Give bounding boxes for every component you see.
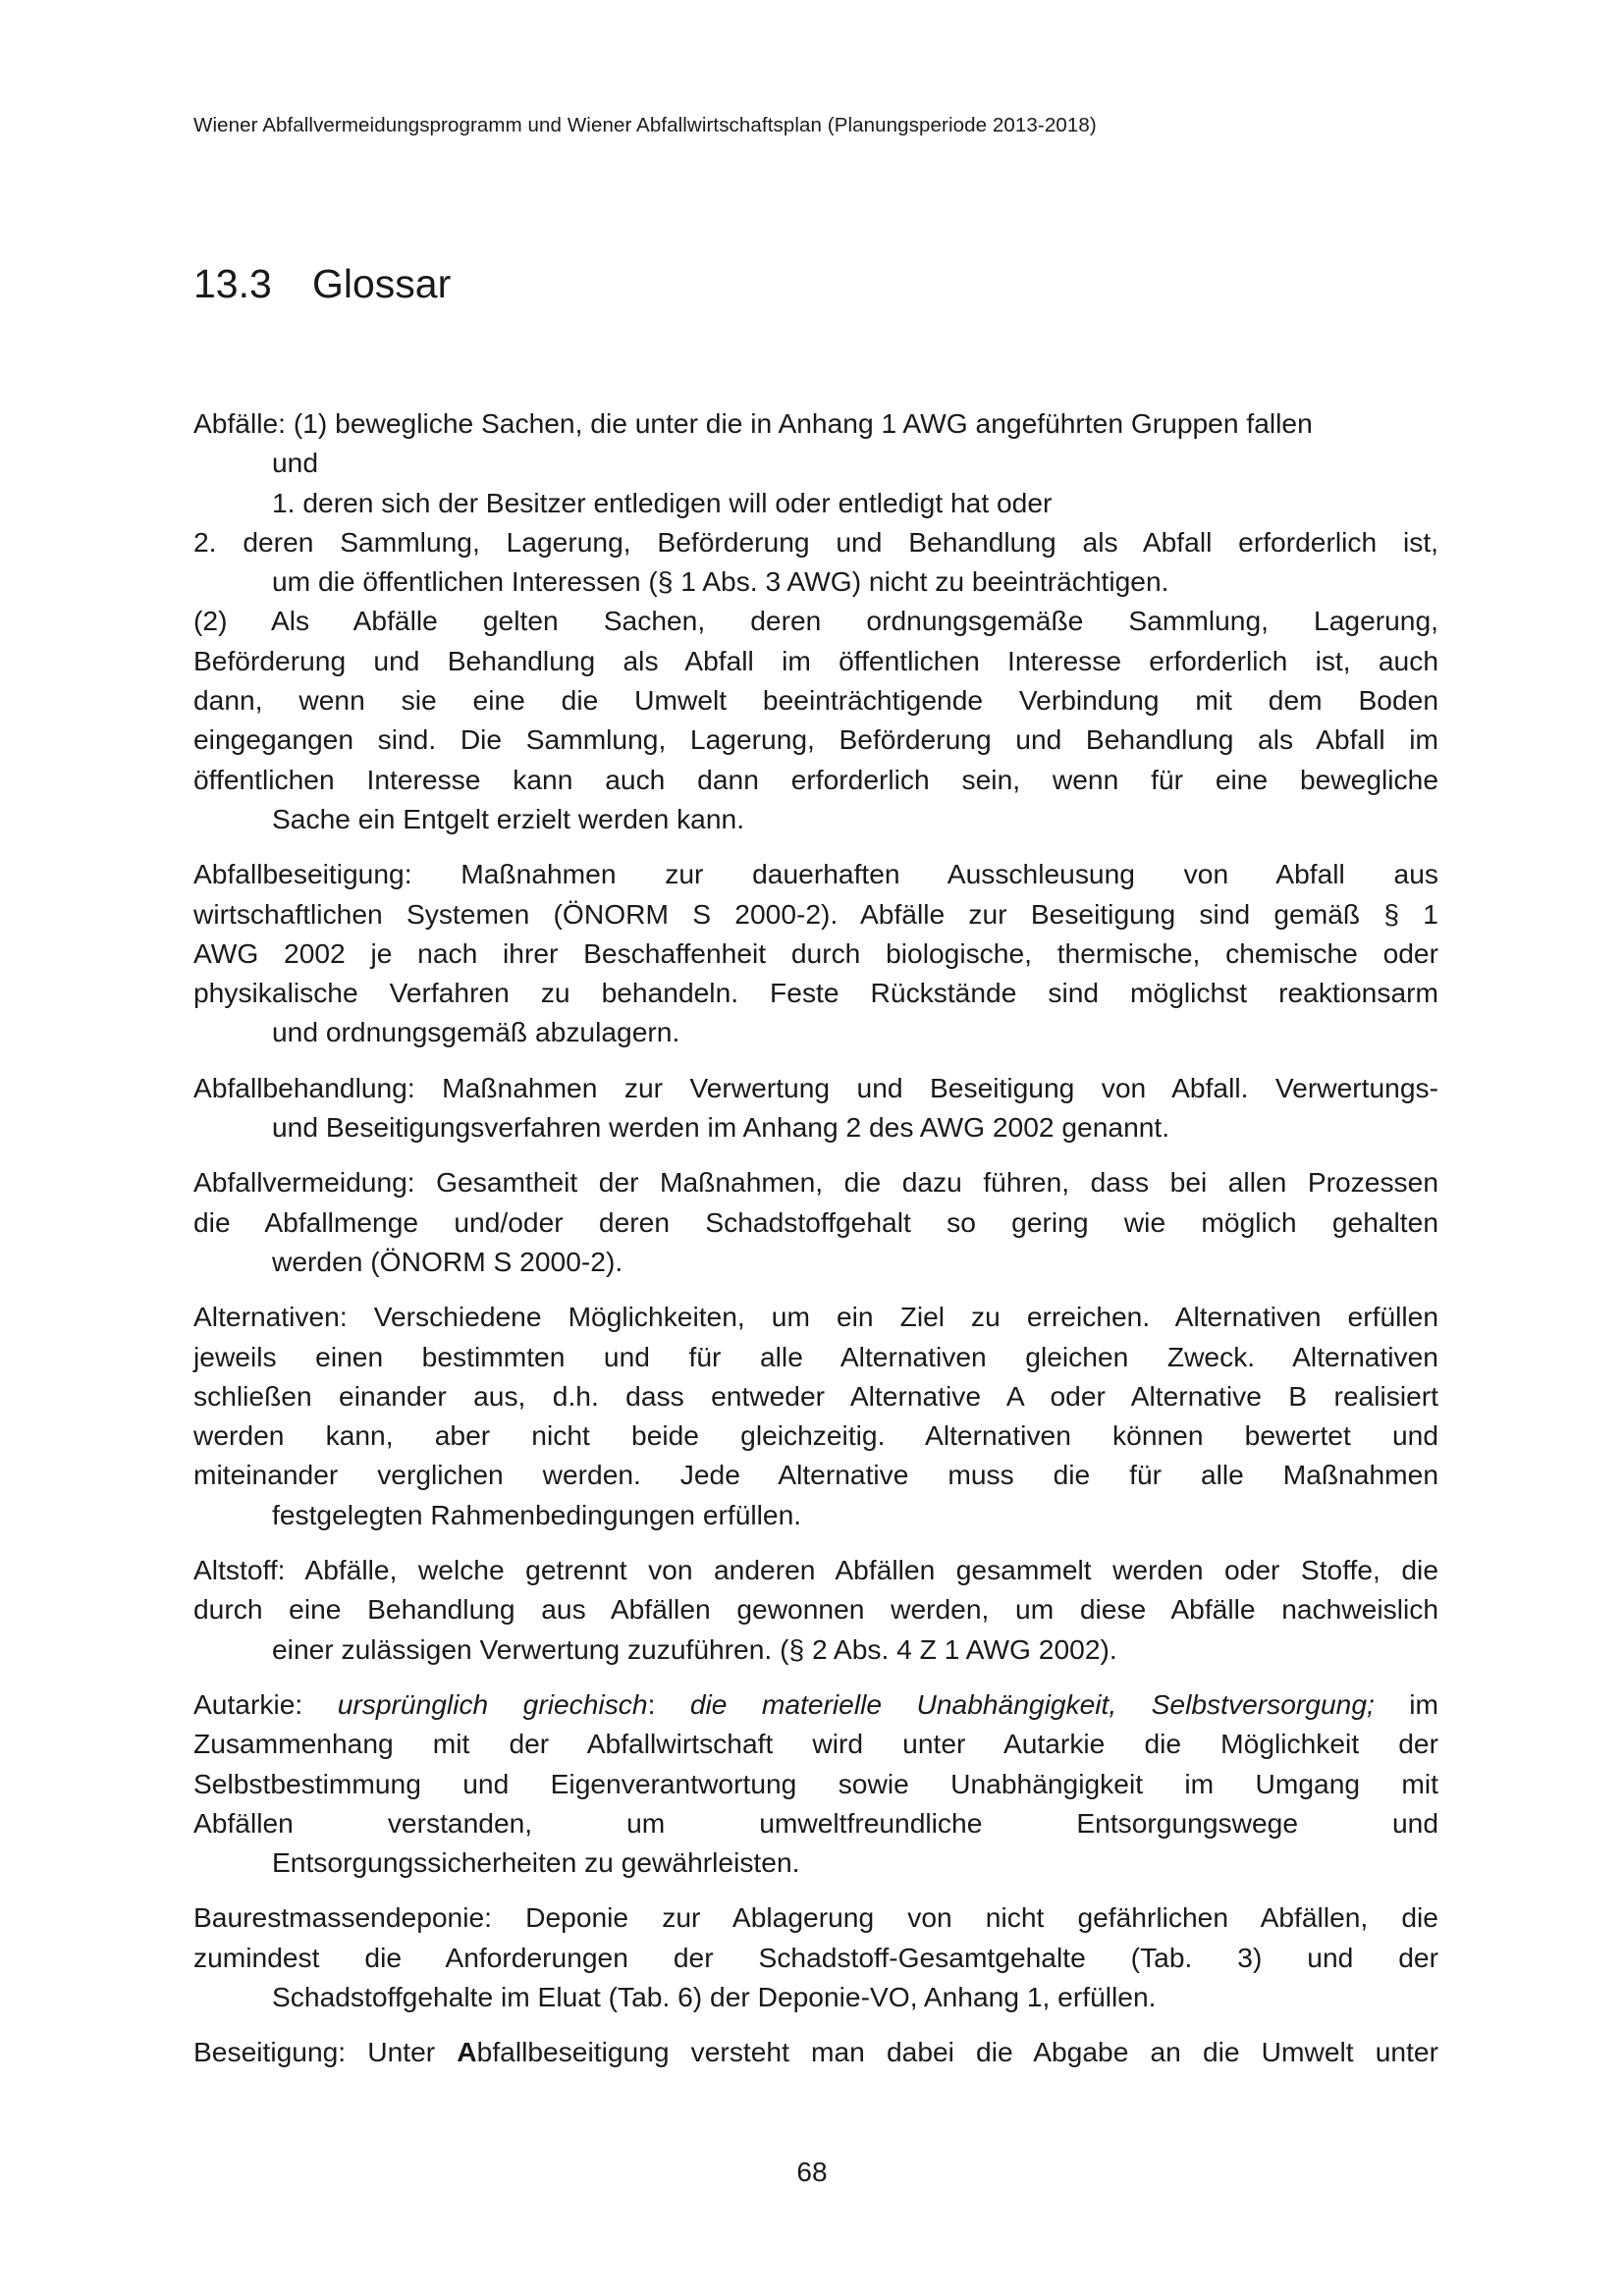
glossary bbox=[193, 403, 1438, 2088]
section-title bbox=[193, 261, 451, 307]
term-baurestmassendeponie: Baurestmassendeponie: bbox=[193, 1901, 492, 1934]
glossary-entry-abfaelle: Abfälle: (1) bewegliche Sachen, die unter die in Anhang 1 AWG angeführten Gruppen fallen und 1. deren sich der Besitzer entledigen will oder entledigt hat oder 2. deren Sammlung, Lagerung, Beförderung und Behandlung als Abfall erforderlich ist, um die öffentlichen Interessen (§ 1 Abs. 3 AWG) nicht zu beeinträchtigen. (2) Als Abfälle gelten Sachen, deren ordnungsgemäße Sammlung, Lagerung, Beförderung und Behandlung als Abfall im öffentlichen Interesse erforderlich ist, auch dann, wenn sie eine die Umwelt beeinträchtigende Verbindung mit dem Boden eingegangen sind. Die Sammlung, Lagerung, Beförderung und Behandlung als Abfall im öffentlichen Interesse kann auch dann erforderlich sein, wenn für eine bewegliche Sache ein Entgelt erzielt werden kann. bbox=[193, 407, 1438, 834]
section-number: 13.3 bbox=[193, 261, 272, 306]
section-title-text: Glossar bbox=[312, 261, 452, 306]
glossary-entry-abfallbehandlung: Abfallbehandlung: Maßnahmen zur Verwertung und Beseitigung von Abfall. Verwertungs- und Beseitigungsverfahren werden im Anhang 2 des AWG 2002 genannt. bbox=[193, 1071, 1438, 1144]
glossary-entry-baurestmassendeponie: Baurestmassendeponie: Deponie zur Ablagerung von nicht gefährlichen Abfällen, die zumindest die Anforderungen der Schadstoff-Gesamtgehalte (Tab. 3) und der Schadstoffgehalte im Eluat (Tab. 6) der Deponie-VO, Anhang 1, erfüllen. bbox=[193, 1901, 1438, 2012]
running-header: Wiener Abfallvermeidungsprogramm und Wiener Abfallwirtschaftsplan (Planungsperiode 2013-2018) bbox=[193, 114, 1097, 136]
glossary-entry-beseitigung: Beseitigung: Unter Abfallbeseitigung versteht man dabei die Abgabe an die Umwelt unter bbox=[193, 2036, 1438, 2068]
glossary-entry-autarkie: Autarkie: ursprünglich griechisch: die materielle Unabhängigkeit, Selbstversorgung; im Zusammenhang mit der Abfallwirtschaft wird unter Autarkie die Möglichkeit der Selbstbestimmung und Eigenverantwortung sowie Unabhängigkeit im Umgang mit Abfällen verstanden, um umweltfreundliche Entsorgungswege und Entsorgungssicherheiten zu gewährleisten. bbox=[193, 1687, 1438, 1879]
glossary-entry-abfallvermeidung: Abfallvermeidung: Gesamtheit der Maßnahmen, die dazu führen, dass bei allen Prozessen die Abfallmenge und/oder deren Schadstoffgehalt so gering wie möglich gehalten werden (ÖNORM S 2000-2). bbox=[193, 1166, 1438, 1277]
glossary-entry-altstoff: Altstoff: Abfälle, welche getrennt von anderen Abfällen gesammelt werden oder Stoffe, die durch eine Behandlung aus Abfällen gewonnen werden, um diese Abfälle nachweislich einer zulässigen Verwertung zuzuführen. (§ 2 Abs. 4 Z 1 AWG 2002). bbox=[193, 1554, 1438, 1665]
term-autarkie: Autarkie: bbox=[193, 1687, 303, 1720]
term-abfallvermeidung: Abfallvermeidung: bbox=[193, 1166, 415, 1199]
term-altstoff: Altstoff: bbox=[193, 1554, 286, 1586]
term-beseitigung: Beseitigung: bbox=[193, 2036, 347, 2068]
term-abfallbehandlung: Abfallbehandlung: bbox=[193, 1071, 415, 1103]
glossary-entry-abfallbeseitigung: Abfallbeseitigung: Maßnahmen zur dauerhaften Ausschleusung von Abfall aus wirtschaftlichen Systemen (ÖNORM S 2000-2). Abfälle zur Beseitigung sind gemäß § 1 AWG 2002 je nach ihrer Beschaffenheit durch biologische, thermische, chemische oder physikalische Verfahren zu behandeln. Feste Rückstände sind möglichst reaktionsarm und ordnungsgemäß abzulagern. bbox=[193, 858, 1438, 1048]
term-abfallbeseitigung: Abfallbeseitigung: bbox=[193, 858, 412, 890]
term-abfaelle: Abfälle: bbox=[193, 407, 287, 439]
term-alternativen: Alternativen: bbox=[193, 1301, 348, 1333]
page-number: 68 bbox=[796, 2157, 828, 2187]
glossary-entry-alternativen: Alternativen: Verschiedene Möglichkeiten, um ein Ziel zu erreichen. Alternativen erfüllen jeweils einen bestimmten und für alle Alternativen gleichen Zweck. Alternativen schließen einander aus, d.h. dass entweder Alternative A oder Alternative B realisiert werden kann, aber nicht beide gleichzeitig. Alternativen können bewertet und miteinander verglichen werden. Jede Alternative muss die für alle Maßnahmen festgelegten Rahmenbedingungen erfüllen. bbox=[193, 1301, 1438, 1530]
